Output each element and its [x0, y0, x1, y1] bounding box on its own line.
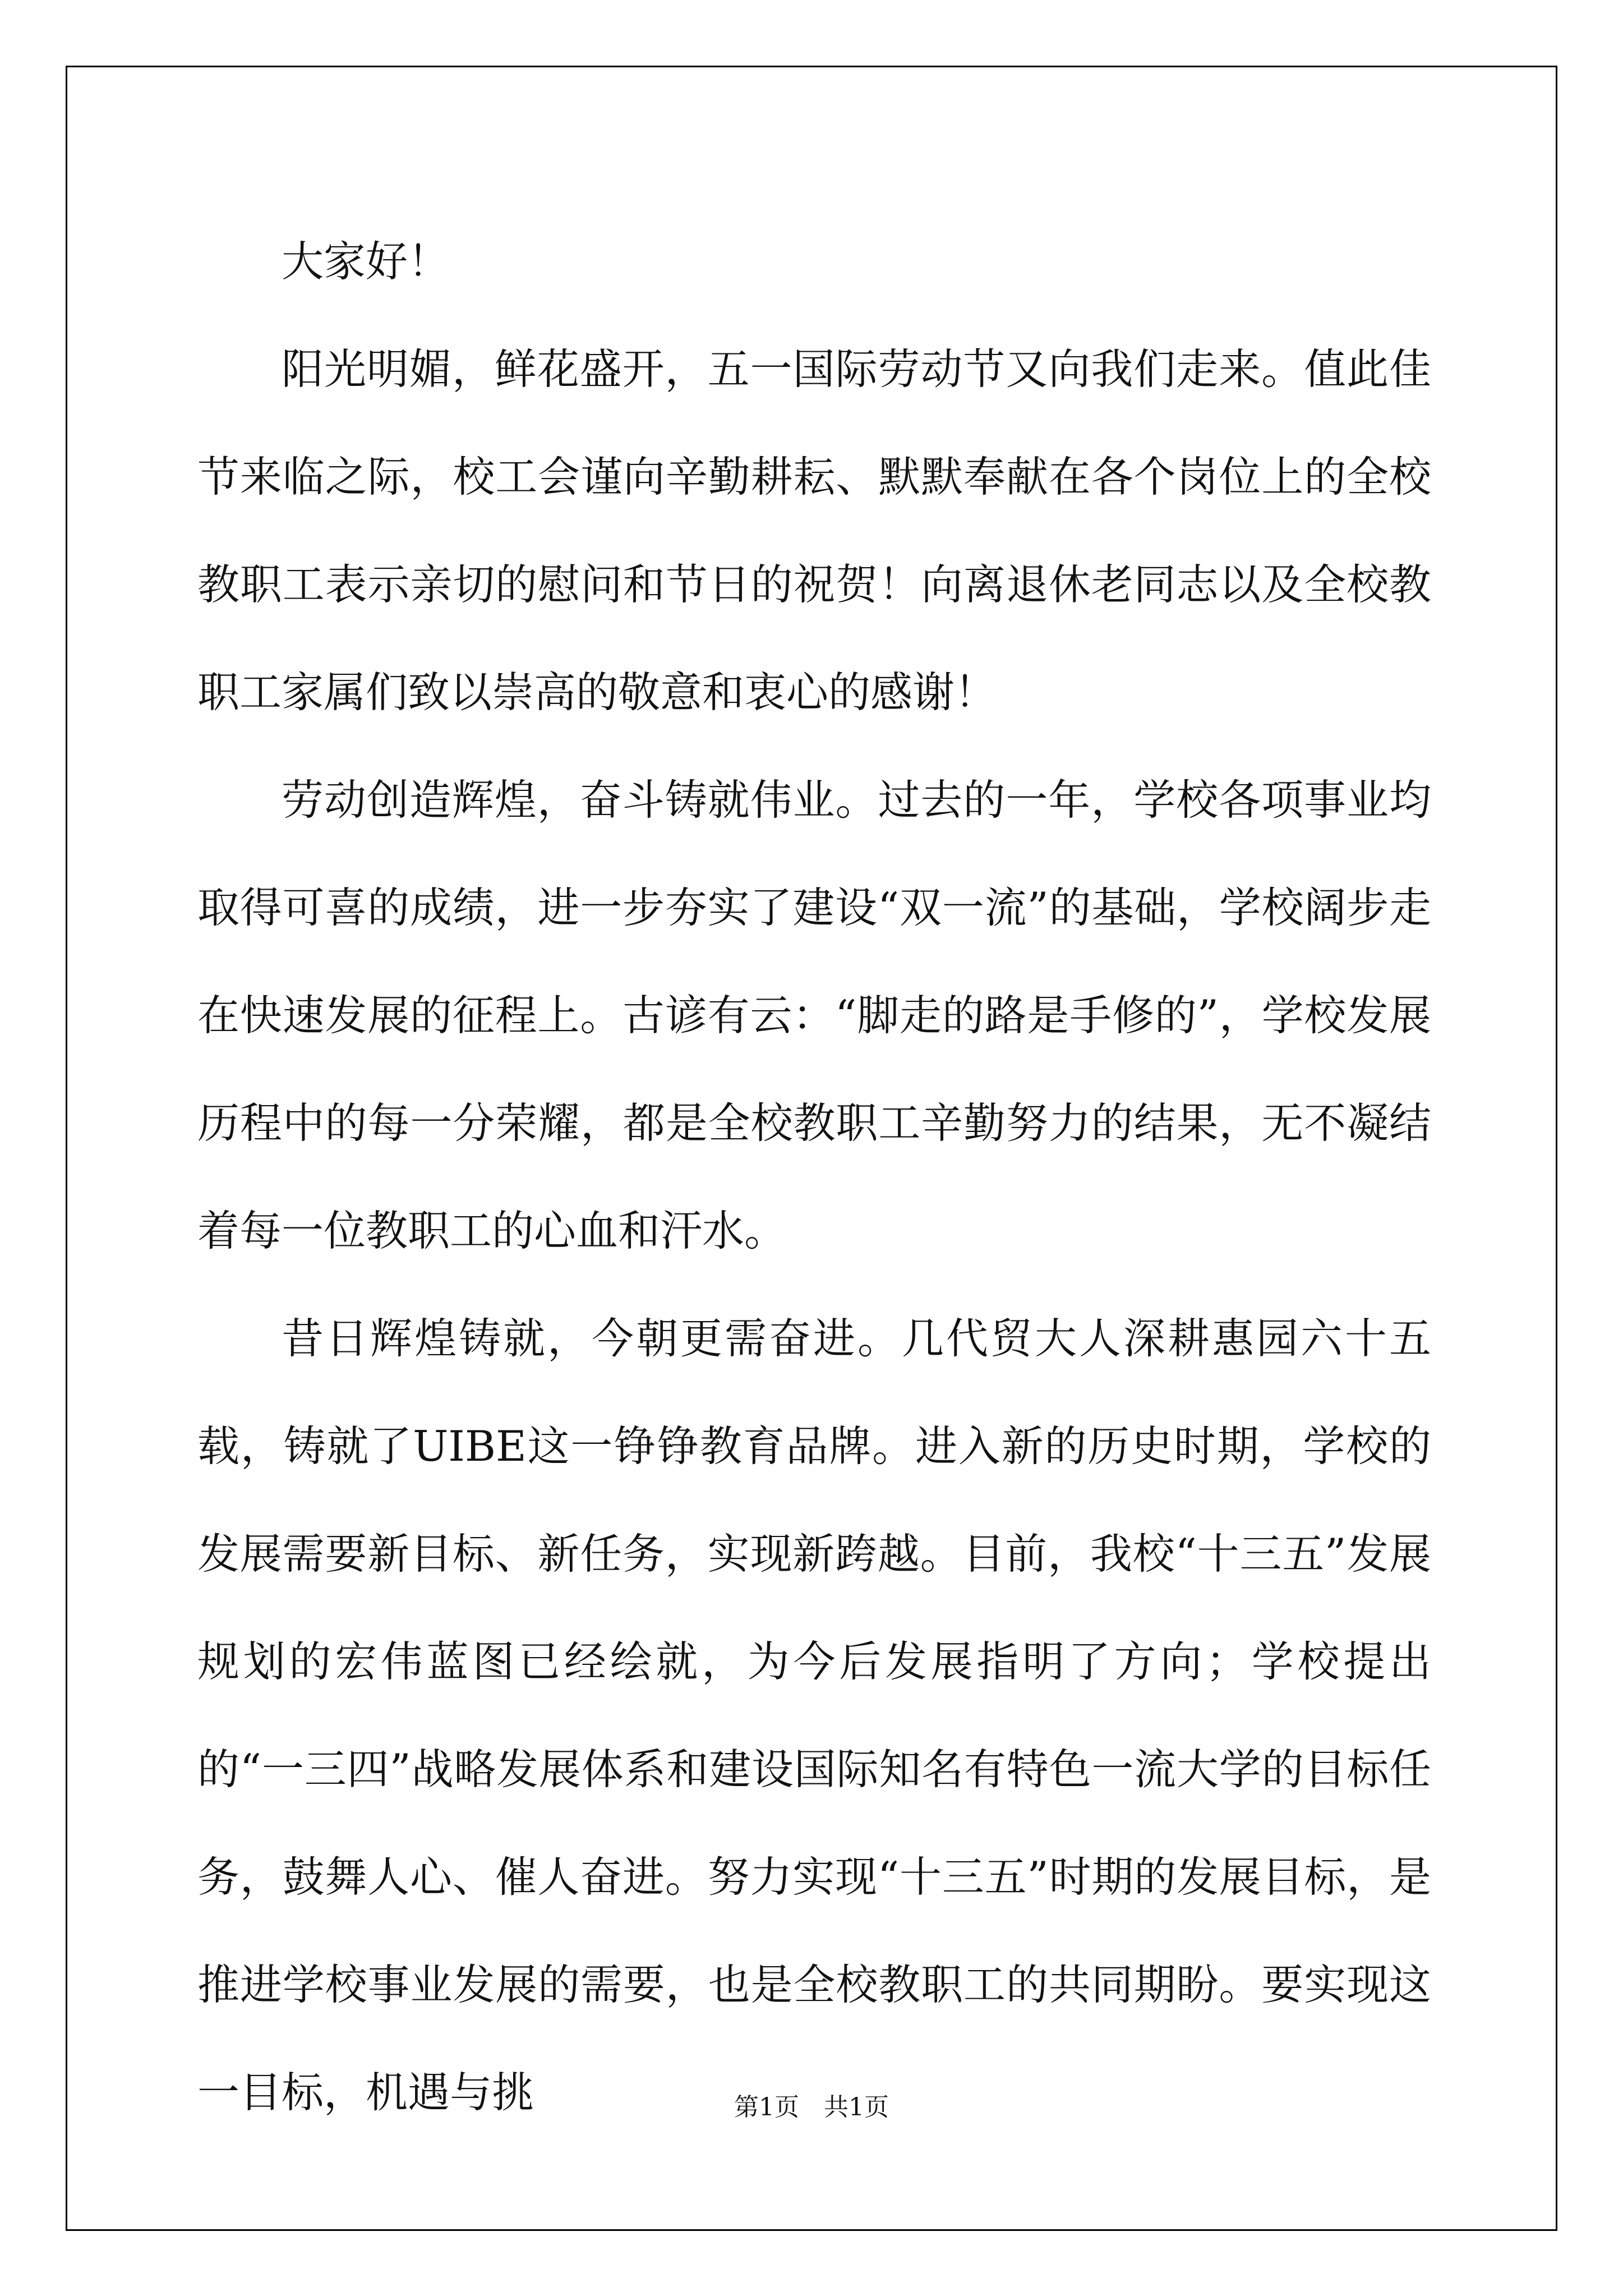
document-body	[197, 208, 1431, 2146]
page-number: 第1页 共1页	[734, 2093, 889, 2122]
paragraph-2: 劳动创造辉煌，奋斗铸就伟业。过去的一年，学校各项事业均取得可喜的成绩，进一步夯实了建设“双一流”的基础，学校阔步走在快速发展的征程上。古谚有云：“脚走的路是手修的”，学校发展历程中的每一分荣耀，都是全校教职工辛勤努力的结果，无不凝结着每一位教职工的心血和汗水。	[197, 775, 1431, 1255]
greeting: 大家好！	[282, 237, 450, 286]
page-footer	[0, 2087, 1623, 2123]
paragraph-3: 昔日辉煌铸就，今朝更需奋进。几代贸大人深耕惠园六十五载，铸就了UIBE这一铮铮教育品牌。进入新的历史时期，学校的发展需要新目标、新任务，实现新跨越。目前，我校“十三五”发展规划的宏伟蓝图已经绘就，为今后发展指明了方向；学校提出的“一三四”战略发展体系和建设国际知名有特色一流大学的目标任务，鼓舞人心、催人奋进。努力实现“十三五”时期的发展目标，是推进学校事业发展的需要，也是全校教职工的共同期盼。要实现这一目标，机遇与挑	[197, 1314, 1431, 2117]
paragraph-1: 阳光明媚，鲜花盛开，五一国际劳动节又向我们走来。值此佳节来临之际，校工会谨向辛勤耕耘、默默奉献在各个岗位上的全校教职工表示亲切的慰问和节日的祝贺！向离退休老同志以及全校教职工家属们致以崇高的敬意和衷心的感谢！	[197, 344, 1431, 717]
